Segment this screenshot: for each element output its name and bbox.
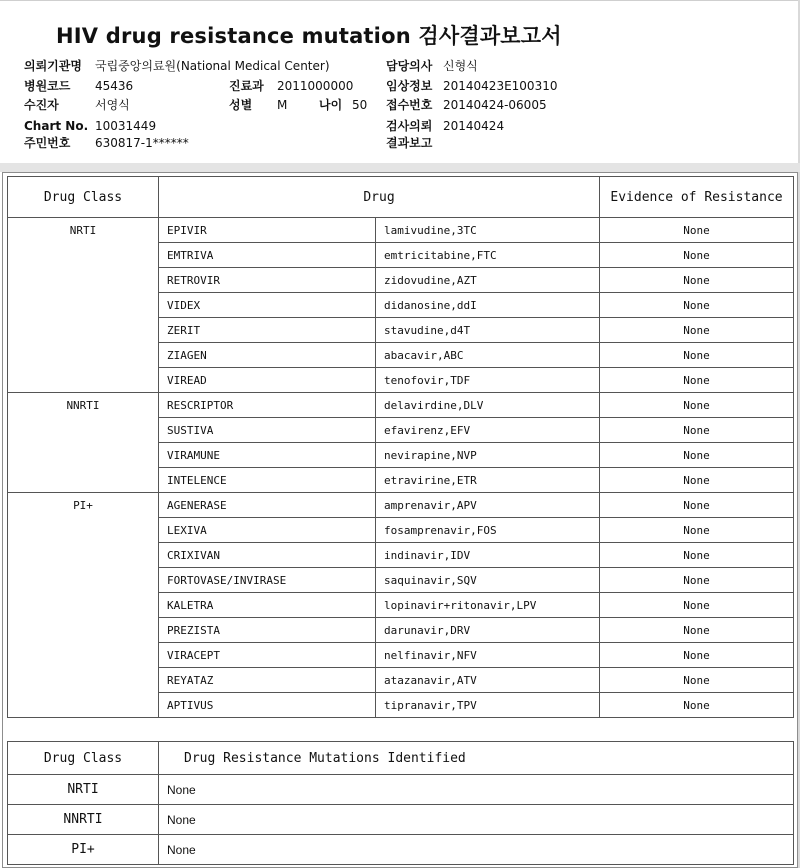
evidence-cell: None (600, 318, 794, 343)
drug-class-cell: NNRTI (8, 393, 159, 493)
receipt-no-value: 20140424-06005 (443, 98, 547, 112)
evidence-cell: None (600, 468, 794, 493)
generic-name-cell: zidovudine,AZT (376, 268, 600, 293)
drug-name-cell: KALETRA (159, 593, 376, 618)
drug-name-cell: EPIVIR (159, 218, 376, 243)
generic-name-cell: lopinavir+ritonavir,LPV (376, 593, 600, 618)
drug-name-cell: PREZISTA (159, 618, 376, 643)
evidence-cell: None (600, 293, 794, 318)
chart-no-label: Chart No. (24, 119, 89, 133)
institution-value: 국립중앙의료원(National Medical Center) (95, 59, 330, 73)
drug-name-cell: FORTOVASE/INVIRASE (159, 568, 376, 593)
generic-name-cell: nelfinavir,NFV (376, 643, 600, 668)
drug-name-cell: RESCRIPTOR (159, 393, 376, 418)
generic-name-cell: tenofovir,TDF (376, 368, 600, 393)
patient-label: 수진자 (24, 98, 59, 112)
drug-name-cell: VIREAD (159, 368, 376, 393)
drug-name-cell: RETROVIR (159, 268, 376, 293)
evidence-cell: None (600, 343, 794, 368)
department-label: 진료과 (229, 79, 264, 93)
mutation-class-cell: PI+ (8, 835, 159, 865)
mutations-drug-class-header: Drug Class (8, 742, 159, 775)
generic-name-cell: fosamprenavir,FOS (376, 518, 600, 543)
chart-no-value: 10031449 (95, 119, 157, 133)
evidence-header: Evidence of Resistance (600, 177, 794, 218)
test-request-label: 검사의뢰 (386, 119, 433, 133)
generic-name-cell: emtricitabine,FTC (376, 243, 600, 268)
mutations-identified-header: Drug Resistance Mutations Identified (159, 742, 794, 775)
drug-name-cell: ZIAGEN (159, 343, 376, 368)
hospital-code-label: 병원코드 (24, 79, 71, 93)
drug-name-cell: REYATAZ (159, 668, 376, 693)
drug-name-cell: APTIVUS (159, 693, 376, 718)
generic-name-cell: tipranavir,TPV (376, 693, 600, 718)
evidence-cell: None (600, 543, 794, 568)
patient-value: 서영식 (95, 98, 130, 112)
evidence-cell: None (600, 418, 794, 443)
institution-label: 의뢰기관명 (24, 59, 82, 73)
drug-name-cell: SUSTIVA (159, 418, 376, 443)
drug-name-cell: CRIXIVAN (159, 543, 376, 568)
evidence-cell: None (600, 693, 794, 718)
mutation-value-cell: None (159, 775, 794, 805)
result-report-label: 결과보고 (386, 136, 433, 150)
evidence-cell: None (600, 368, 794, 393)
clinical-info-value: 20140423E100310 (443, 79, 558, 93)
drug-class-header: Drug Class (8, 177, 159, 218)
generic-name-cell: etravirine,ETR (376, 468, 600, 493)
drug-name-cell: VIRACEPT (159, 643, 376, 668)
drug-name-cell: AGENERASE (159, 493, 376, 518)
drug-class-cell: PI+ (8, 493, 159, 718)
resident-no-label: 주민번호 (24, 136, 71, 150)
generic-name-cell: delavirdine,DLV (376, 393, 600, 418)
mutation-value-cell: None (159, 805, 794, 835)
generic-name-cell: lamivudine,3TC (376, 218, 600, 243)
generic-name-cell: amprenavir,APV (376, 493, 600, 518)
evidence-cell: None (600, 218, 794, 243)
test-request-value: 20140424 (443, 119, 505, 133)
drug-name-cell: VIRAMUNE (159, 443, 376, 468)
resident-no-value: 630817-1****** (95, 136, 189, 150)
evidence-cell: None (600, 618, 794, 643)
sex-label: 성별 (229, 98, 253, 112)
generic-name-cell: didanosine,ddI (376, 293, 600, 318)
evidence-cell: None (600, 568, 794, 593)
drug-name-cell: ZERIT (159, 318, 376, 343)
drug-name-cell: VIDEX (159, 293, 376, 318)
generic-name-cell: stavudine,d4T (376, 318, 600, 343)
drug-header: Drug (159, 177, 600, 218)
evidence-cell: None (600, 518, 794, 543)
drug-name-cell: INTELENCE (159, 468, 376, 493)
evidence-cell: None (600, 243, 794, 268)
evidence-cell: None (600, 393, 794, 418)
evidence-cell: None (600, 643, 794, 668)
evidence-cell: None (600, 268, 794, 293)
evidence-cell: None (600, 668, 794, 693)
generic-name-cell: atazanavir,ATV (376, 668, 600, 693)
drug-resistance-table (7, 176, 794, 718)
drug-name-cell: EMTRIVA (159, 243, 376, 268)
evidence-cell: None (600, 493, 794, 518)
generic-name-cell: nevirapine,NVP (376, 443, 600, 468)
doctor-label: 담당의사 (386, 59, 433, 73)
generic-name-cell: indinavir,IDV (376, 543, 600, 568)
age-value: 50 (352, 98, 368, 112)
evidence-cell: None (600, 443, 794, 468)
evidence-cell: None (600, 593, 794, 618)
generic-name-cell: saquinavir,SQV (376, 568, 600, 593)
drug-name-cell: LEXIVA (159, 518, 376, 543)
window-top-border (0, 0, 798, 1)
mutation-class-cell: NRTI (8, 775, 159, 805)
department-value: 2011000000 (277, 79, 354, 93)
doctor-value: 신형식 (443, 59, 478, 73)
hospital-code-value: 45436 (95, 79, 134, 93)
drug-class-cell: NRTI (8, 218, 159, 393)
clinical-info-label: 임상정보 (386, 79, 433, 93)
receipt-no-label: 접수번호 (386, 98, 433, 112)
mutation-value-cell: None (159, 835, 794, 865)
header-separator (0, 163, 800, 172)
sex-value: M (277, 98, 288, 112)
generic-name-cell: darunavir,DRV (376, 618, 600, 643)
generic-name-cell: abacavir,ABC (376, 343, 600, 368)
age-label: 나이 (319, 98, 343, 112)
mutation-class-cell: NNRTI (8, 805, 159, 835)
report-title: HIV drug resistance mutation 검사결과보고서 (56, 24, 562, 48)
mutations-table (7, 741, 794, 865)
generic-name-cell: efavirenz,EFV (376, 418, 600, 443)
